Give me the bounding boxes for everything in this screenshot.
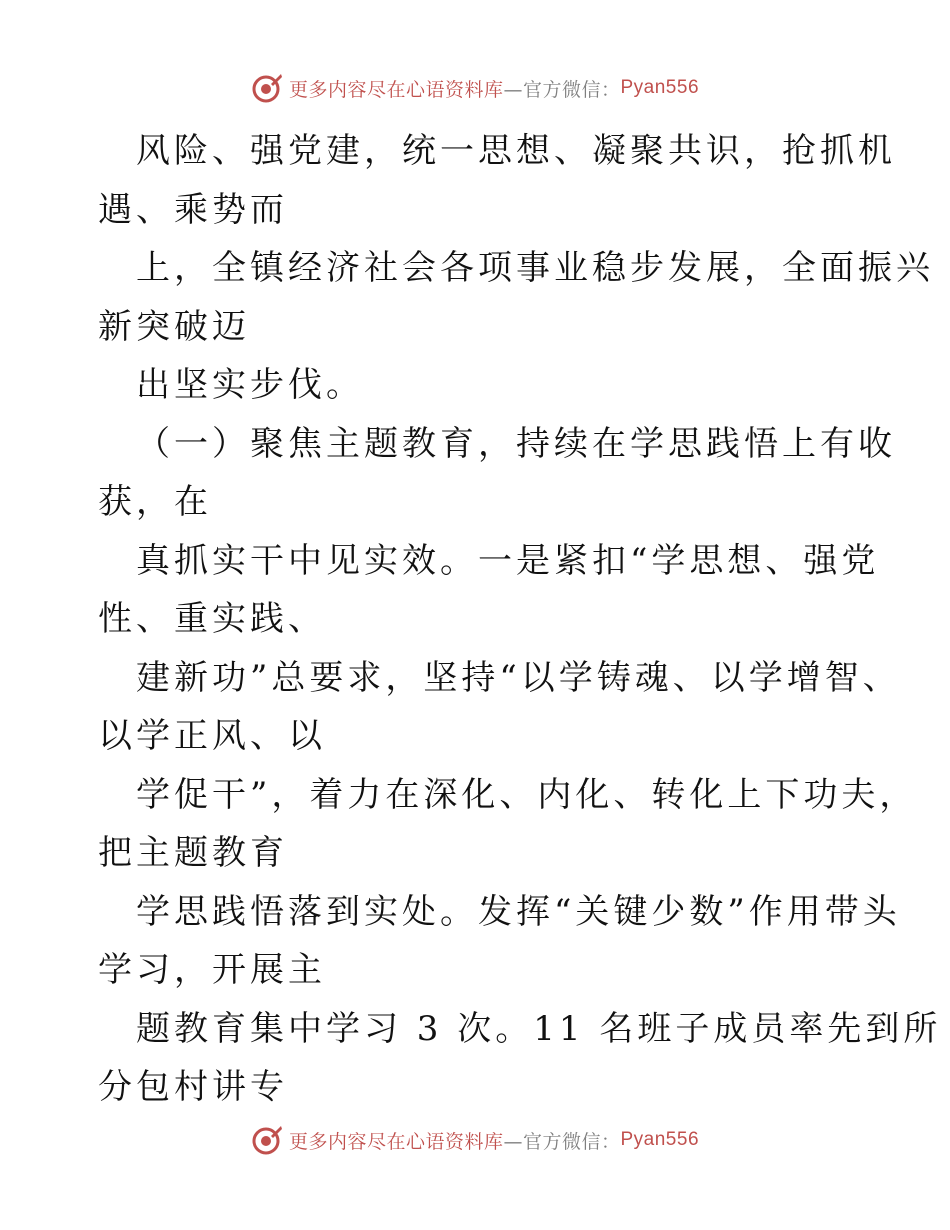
document-body: [98, 122, 942, 1117]
text-line: 题教育集中学习 3 次。11 名班子成员率先到所: [136, 1008, 942, 1049]
text-line: 性、重实践、: [98, 599, 326, 639]
text-line: 获，在: [98, 482, 212, 522]
pen-seal-icon: [251, 72, 283, 104]
text-line: 建新功”总要求，坚持“以学铸魂、以学增智、: [136, 657, 901, 698]
text-line: 把主题教育: [98, 833, 288, 873]
text-line: 风险、强党建，统一思想、凝聚共识，抢抓机: [136, 131, 896, 171]
text-line: 遇、乘势而: [98, 189, 288, 230]
text-line: 学促干”，着力在深化、内化、转化上下功夫，: [136, 774, 918, 815]
banner-site-name: 更多内容尽在心语资料库: [288, 1130, 504, 1153]
banner-wechat-id: Pyan556: [620, 1129, 700, 1150]
banner-wechat-id: Pyan556: [620, 77, 700, 98]
text-line: （一）聚焦主题教育，持续在学思践悟上有收: [136, 423, 896, 464]
text-line: 出坚实步伐。: [136, 365, 364, 405]
text-line: 上，全镇经济社会各项事业稳步发展，全面振兴: [136, 248, 934, 288]
text-line: 新突破迈: [98, 306, 250, 347]
text-line: 以学正风、以: [98, 716, 326, 756]
text-line: 真抓实干中见实效。一是紧扣“学思想、强党: [136, 540, 880, 581]
banner-wechat-label: —官方微信：: [503, 1130, 621, 1153]
header-banner: [0, 68, 950, 108]
text-line: 学思践悟落到实处。发挥“关键少数”作用带头: [136, 891, 901, 932]
footer-banner: [0, 1120, 950, 1160]
banner-wechat-label: —官方微信：: [503, 78, 621, 101]
pen-seal-icon: [251, 1124, 283, 1156]
text-line: 学习，开展主: [98, 950, 326, 990]
text-line: 分包村讲专: [98, 1067, 288, 1107]
banner-site-name: 更多内容尽在心语资料库: [288, 78, 504, 101]
